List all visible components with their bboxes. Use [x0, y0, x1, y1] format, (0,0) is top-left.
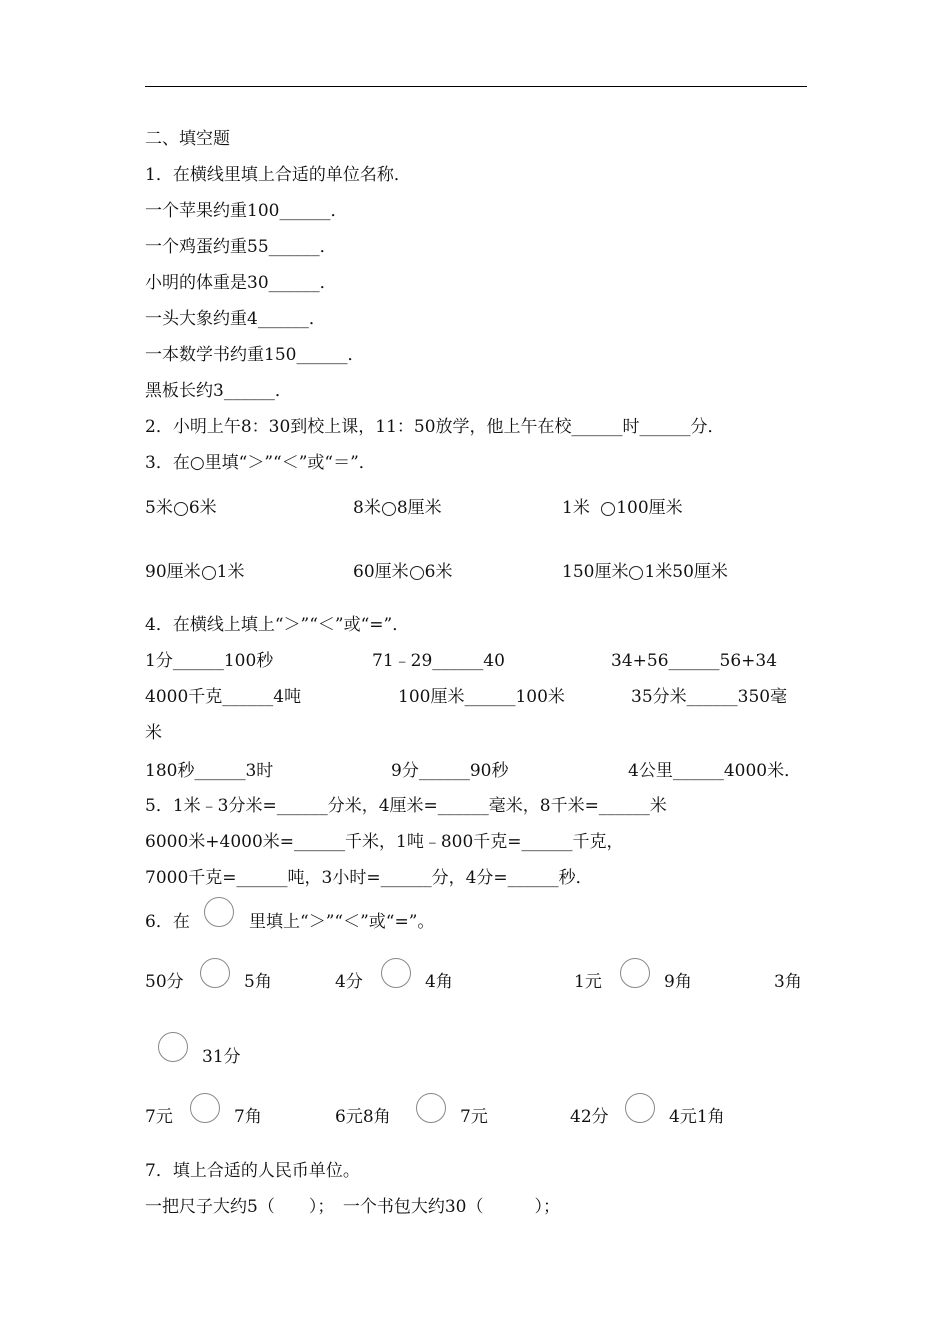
q3-right: 1米	[216, 562, 245, 582]
q4-item: 1分______100秒	[145, 651, 274, 671]
q2-text: 2．小明上午8：30到校上课，11：50放学，他上午在校______时______分．	[145, 417, 725, 437]
q3-left: 1米	[562, 498, 596, 518]
q6-left: 1元	[574, 972, 602, 992]
q4-item: 180秒______3时	[145, 761, 274, 781]
q6-right: 5角	[244, 972, 272, 992]
q3-compare	[145, 561, 244, 583]
q1-item: 小明的体重是30______．	[145, 273, 337, 293]
compare-circle-icon[interactable]	[410, 566, 424, 580]
q6-left: 42分	[570, 1107, 609, 1127]
q3-right: 6米	[424, 562, 453, 582]
q4-item: 4公里______4000米．	[628, 761, 802, 781]
compare-circle-icon[interactable]	[629, 566, 643, 580]
q6-prefix: 6．在	[145, 912, 190, 932]
q6-right: 7角	[234, 1107, 262, 1127]
compare-circle-icon	[204, 897, 234, 927]
compare-circle-icon[interactable]	[382, 502, 396, 516]
q1-item: 黑板长约3______．	[145, 381, 292, 401]
q6-right: 4元1角	[669, 1107, 725, 1127]
compare-circle-icon[interactable]	[174, 502, 188, 516]
compare-circle-icon[interactable]	[200, 958, 230, 988]
q4-title: 4．在横线上填上“＞”“＜”或“=”．	[145, 615, 410, 635]
q6-left: 4分	[335, 972, 363, 992]
q7-title: 7．填上合适的人民币单位。	[145, 1161, 360, 1181]
q5-line: 7000千克=______吨，3小时=______分，4分=______秒．	[145, 868, 593, 888]
q3-left: 90厘米	[145, 562, 201, 582]
q6-left: 3角	[774, 972, 802, 992]
q3-left: 150厘米	[562, 562, 629, 582]
q5-line: 6000米+4000米=______千米，1吨﹣800千克=______千克，	[145, 832, 624, 852]
q4-item: 4000千克______4吨	[145, 687, 302, 707]
compare-circle-icon[interactable]	[190, 1093, 220, 1123]
q6-left: 50分	[145, 972, 184, 992]
section-title: 二、填空题	[145, 129, 230, 149]
q3-right: 100厘米	[616, 498, 683, 518]
q3-compare	[562, 561, 728, 583]
q3-right: 6米	[188, 498, 217, 518]
header-rule	[145, 86, 807, 87]
compare-circle-icon[interactable]	[416, 1093, 446, 1123]
q4-item: 9分______90秒	[391, 761, 509, 781]
q4-item: 100厘米______100米	[398, 687, 565, 707]
q3-compare	[353, 561, 452, 583]
q6-right: 9角	[664, 972, 692, 992]
q6-suffix: 里填上“＞”“＜”或“=”。	[249, 912, 435, 932]
q5-line: 5．1米﹣3分米=______分米，4厘米=______毫米，8千米=______米	[145, 796, 667, 816]
q3-left: 60厘米	[353, 562, 409, 582]
compare-circle-icon[interactable]	[381, 958, 411, 988]
q3-left: 5米	[145, 498, 173, 518]
q3-compare	[562, 497, 683, 519]
q1-item: 一个鸡蛋约重55______．	[145, 237, 337, 257]
q6-left: 7元	[145, 1107, 173, 1127]
compare-circle-icon[interactable]	[620, 958, 650, 988]
q1-item: 一本数学书约重150______．	[145, 345, 365, 365]
compare-circle-icon[interactable]	[202, 566, 216, 580]
q4-item: 34+56______56+34	[611, 651, 778, 671]
q4-item-wrap: 米	[145, 723, 162, 743]
q4-item: 71﹣29______40	[372, 651, 505, 671]
q1-item: 一头大象约重4______．	[145, 309, 326, 329]
q3-right: 8厘米	[396, 498, 442, 518]
q3-title: 3．在○里填“＞”“＜”或“＝”．	[145, 453, 376, 473]
compare-circle-icon[interactable]	[158, 1032, 188, 1062]
q6-right: 31分	[202, 1047, 241, 1067]
compare-circle-icon[interactable]	[601, 502, 615, 516]
q3-compare	[145, 497, 217, 519]
q4-item: 35分米______350毫	[631, 687, 788, 707]
compare-circle-icon[interactable]	[625, 1093, 655, 1123]
q3-compare	[353, 497, 442, 519]
q3-right: 1米50厘米	[644, 562, 728, 582]
q1-item: 一个苹果约重100______．	[145, 201, 348, 221]
q1-title: 1．在横线里填上合适的单位名称．	[145, 165, 411, 185]
q6-right: 7元	[460, 1107, 488, 1127]
q6-left: 6元8角	[335, 1107, 391, 1127]
q3-left: 8米	[353, 498, 381, 518]
q7-line: 一把尺子大约5（ ）； 一个书包大约30（ ）；	[145, 1197, 560, 1217]
q6-right: 4角	[425, 972, 453, 992]
